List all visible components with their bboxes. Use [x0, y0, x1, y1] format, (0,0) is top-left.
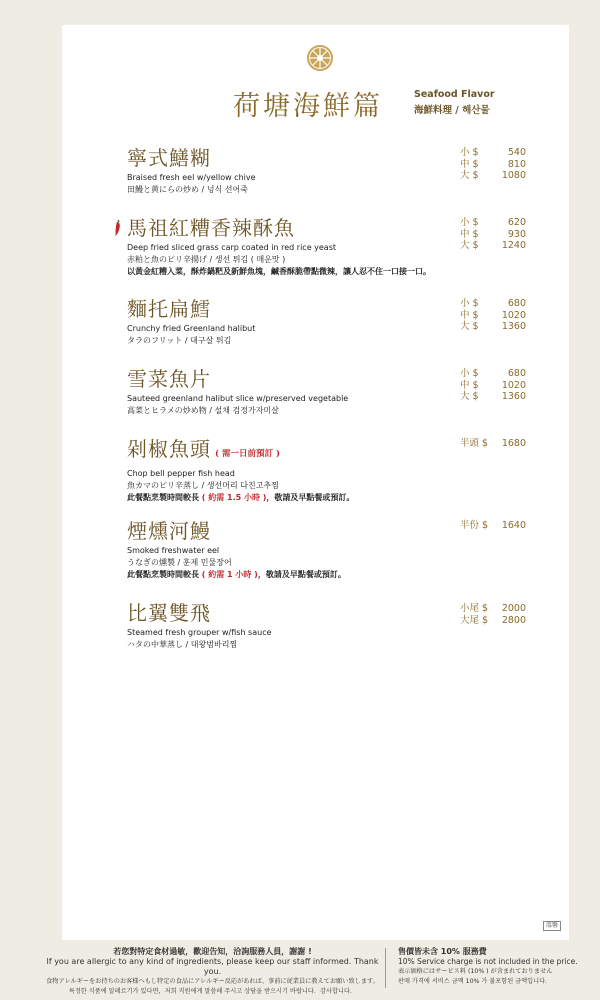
size-label: 小尾 $: [460, 603, 489, 614]
dish-name: 比翼雙飛: [127, 601, 211, 625]
service-charge-jp: 表示価格にはサービス料 (10% ) が含まれておりません: [398, 968, 553, 975]
allergy-notice-jp: 食物アレルギーをお持ちのお客様へもし特定の食品にアレルギー反応があれば、事前に従業員に教えてお願い致します。: [46, 978, 379, 985]
price-row: [460, 310, 526, 322]
price-value: 680: [507, 298, 526, 309]
dish-name-en: Chop bell pepper fish head: [127, 469, 235, 478]
menu-item: [127, 600, 477, 651]
price-value: 1360: [501, 321, 526, 332]
dish-name-text: 剁椒魚頭: [127, 437, 211, 461]
dish-name: 麵托扁鱈: [127, 297, 211, 321]
price-value: 1640: [501, 520, 526, 531]
price-row: [460, 298, 526, 310]
dish-name: 寧式鱔糊: [127, 146, 211, 170]
price-value: 1080: [501, 170, 526, 181]
price-value: 1020: [501, 309, 526, 321]
price-row: [460, 438, 526, 450]
dish-name-en: Smoked freshwater eel: [127, 546, 220, 555]
price-value: 540: [507, 147, 526, 158]
dish-name-jp-kr: 赤粕と魚のピリ辛揚げ / 생선 튀김 ( 매운맛 ): [127, 255, 286, 264]
dish-name-jp-kr: 田鰻と黄にらの炒め / 넝식 선어죽: [127, 185, 248, 194]
prep-time-note: ( 約需 1.5 小時 ): [201, 493, 267, 502]
dish-name-jp-kr: 魚カマのピリ辛蒸し / 생선머리 다진고추찜: [127, 481, 279, 490]
allergy-notice-kr: 특정한 식품에 알레르기가 있다면，저희 직원에게 말씀해 주시고 상담을 받으시기 바랍니다．감사합니다．: [68, 988, 357, 995]
chili-pepper-icon: [114, 219, 122, 237]
price-list: [460, 438, 526, 450]
menu-item: [127, 518, 477, 581]
price-row: [460, 240, 526, 252]
size-label: 中 $: [460, 228, 479, 240]
dish-name-en: Deep fried sliced grass carp coated in red rice yeast: [127, 243, 337, 252]
allergy-notice: [45, 947, 380, 997]
price-value: 1020: [501, 379, 526, 391]
dish-description: 以黃金紅糟入菜，酥炸鍋粑及新鮮魚塊，鹹香酥脆帶點微辣，讓人忍不住一口接一口。: [127, 267, 431, 276]
size-label: 小 $: [460, 298, 479, 309]
section-subtitle: 海鮮料理 / 해산물: [414, 105, 490, 116]
page-tag: 溫馨: [543, 921, 561, 931]
section-title: 荷塘海鮮篇: [233, 91, 383, 122]
size-label: 大 $: [460, 170, 479, 181]
price-row: [460, 170, 526, 182]
price-row: [460, 603, 526, 615]
section-title-en: Seafood Flavor: [414, 89, 495, 100]
price-row: [460, 615, 526, 627]
reservation-note: ( 需一日前預訂 ): [215, 449, 280, 459]
size-label: 大 $: [460, 391, 479, 402]
menu-item: [127, 296, 477, 347]
menu-item: [127, 436, 477, 504]
dish-name: 煙燻河鰻: [127, 519, 211, 543]
service-charge-zh: 售價皆未含 10% 服務費: [398, 947, 487, 956]
dish-name-en: Sauteed greenland halibut slice w/preserved vegetable: [127, 394, 349, 403]
price-list: [460, 368, 526, 403]
size-label: 大 $: [460, 240, 479, 251]
menu-item: [127, 145, 477, 196]
allergy-notice-en: If you are allergic to any kind of ingredients, please keep our staff informed. Thank you.: [46, 957, 379, 976]
size-label: 中 $: [460, 309, 479, 321]
size-label: 小 $: [460, 368, 479, 379]
price-row: [460, 391, 526, 403]
price-value: 810: [507, 158, 526, 170]
price-value: 1240: [501, 240, 526, 251]
dish-name: [127, 436, 477, 467]
price-value: 930: [507, 228, 526, 240]
price-list: [460, 298, 526, 333]
prep-time-note: ( 約需 1 小時 ): [201, 570, 258, 579]
menu-item: [127, 215, 477, 278]
price-row: [460, 159, 526, 171]
price-row: [460, 520, 526, 532]
dish-name-en: Crunchy fried Greenland halibut: [127, 324, 256, 333]
price-value: 1680: [501, 438, 526, 449]
service-charge-en: 10% Service charge is not included in the price.: [398, 957, 578, 966]
size-label: 中 $: [460, 158, 479, 170]
price-list: [460, 217, 526, 252]
dish-name-en: Braised fresh eel w/yellow chive: [127, 173, 256, 182]
price-value: 620: [507, 217, 526, 228]
lotus-logo-icon: [306, 44, 334, 72]
dish-name-en: Steamed fresh grouper w/fish sauce: [127, 628, 272, 637]
price-row: [460, 380, 526, 392]
footer-divider: [385, 948, 386, 988]
dish-name-jp-kr: ハタの中華蒸し / 대왕범바리찜: [127, 640, 238, 649]
menu-item: [127, 366, 477, 417]
dish-description: 此餐點烹製時間較長 ( 約需 1 小時 )，敬請及早點餐或預訂。: [127, 570, 346, 579]
dish-name: 馬祖紅糟香辣酥魚: [127, 216, 295, 240]
size-label: 中 $: [460, 379, 479, 391]
price-value: 1360: [501, 391, 526, 402]
dish-description: 此餐點烹製時間較長 ( 約需 1.5 小時 )，敬請及早點餐或預訂。: [127, 493, 355, 502]
size-label: 半份 $: [460, 520, 489, 531]
dish-name-jp-kr: うなぎの燻製 / 훈제 민물장어: [127, 558, 232, 567]
service-charge-kr: 판매 가격에 서비스 금액 10% 가 불포함된 금액입니다．: [398, 978, 552, 985]
size-label: 大 $: [460, 321, 479, 332]
size-label: 小 $: [460, 217, 479, 228]
price-value: 2800: [501, 614, 526, 626]
price-list: [460, 603, 526, 626]
price-list: [460, 520, 526, 532]
price-row: [460, 229, 526, 241]
size-label: 半頭 $: [460, 438, 489, 449]
allergy-notice-zh: 若您對特定食材過敏，歡迎告知，洽詢服務人員，謝謝 !: [113, 947, 312, 956]
dish-name: 雪菜魚片: [127, 367, 211, 391]
size-label: 大尾 $: [460, 614, 489, 626]
price-list: [460, 147, 526, 182]
price-row: [460, 147, 526, 159]
price-value: 2000: [501, 603, 526, 614]
dish-name-jp-kr: タラのフリット / 대구살 튀김: [127, 336, 232, 345]
price-row: [460, 321, 526, 333]
price-value: 680: [507, 368, 526, 379]
price-row: [460, 368, 526, 380]
price-row: [460, 217, 526, 229]
size-label: 小 $: [460, 147, 479, 158]
dish-name-jp-kr: 高菜とヒラメの炒め物 / 설채 검정가자미살: [127, 406, 279, 415]
service-charge-notice: [398, 947, 598, 987]
